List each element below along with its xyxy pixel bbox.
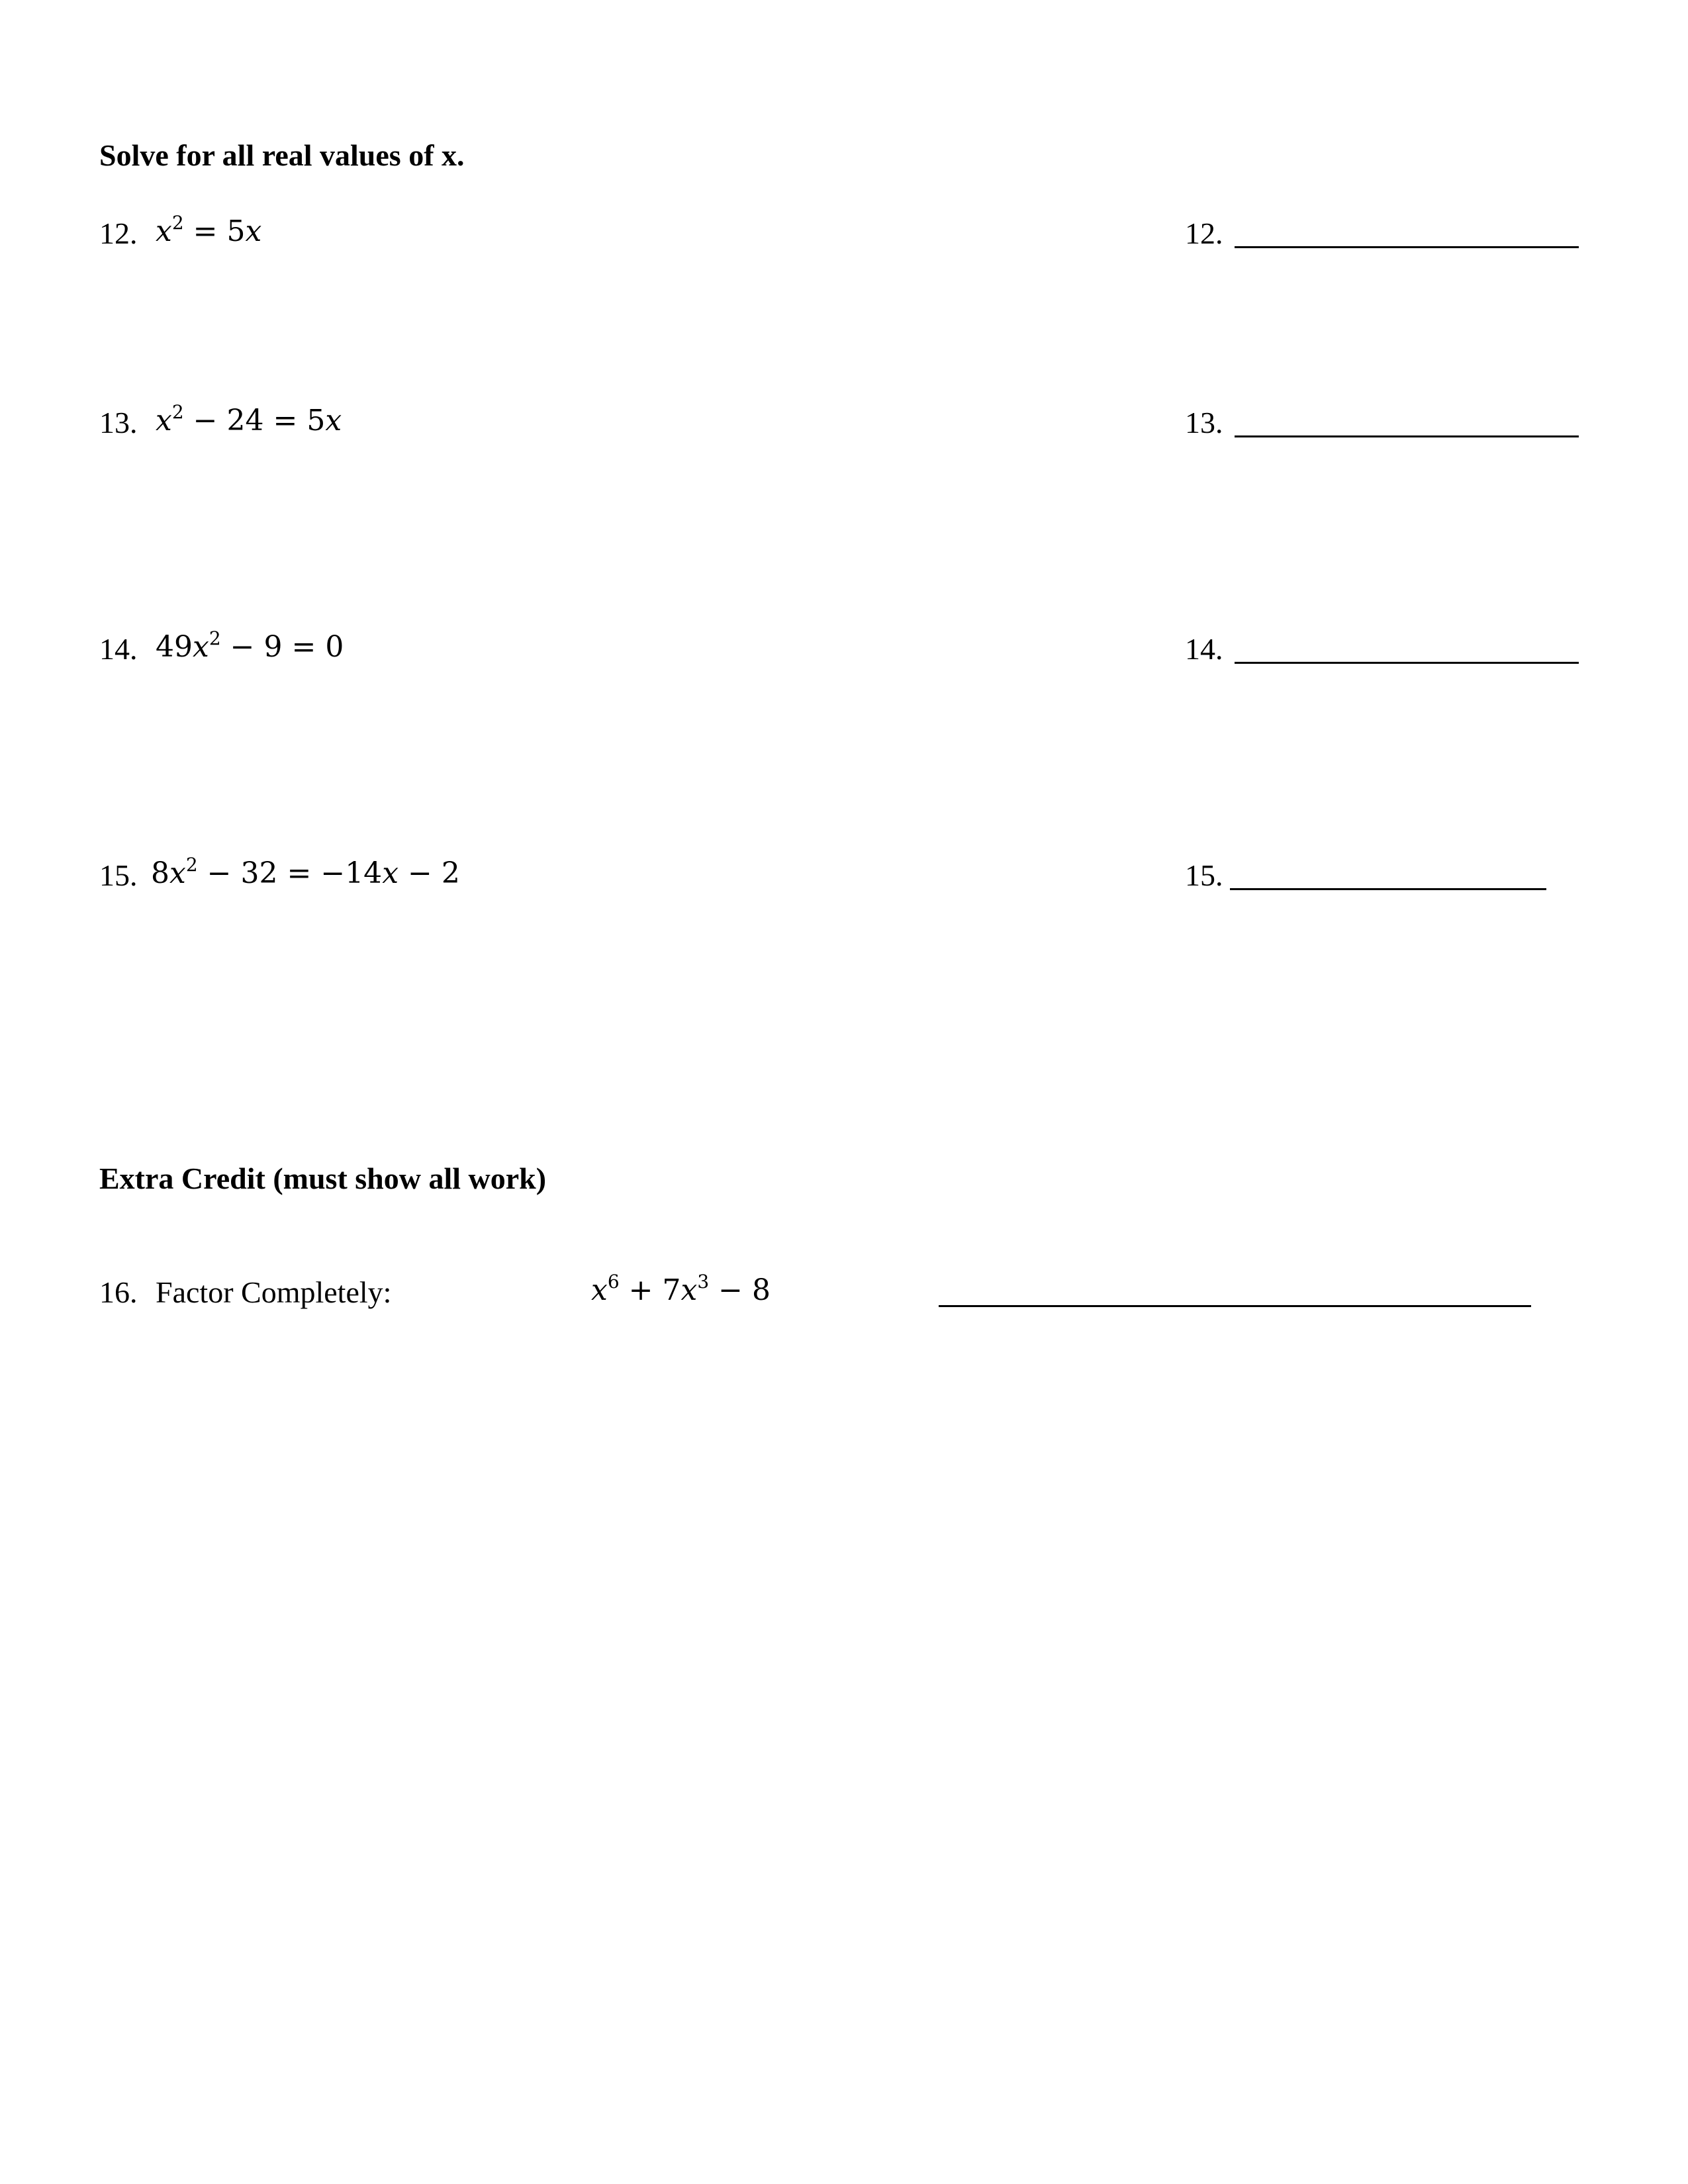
eq-exponent: 2 (185, 854, 198, 876)
eq-exponent: 6 (607, 1271, 620, 1293)
eq-text: − 2 (399, 856, 460, 890)
eq-text: 8 (151, 856, 169, 890)
eq-text: − 8 (709, 1273, 771, 1307)
eq-exponent: 3 (697, 1271, 710, 1293)
problem-16-number: 16. (99, 1275, 138, 1309)
eq-var: x (325, 404, 342, 437)
eq-var: x (245, 214, 262, 248)
problem-15-equation (151, 854, 460, 890)
problem-12-number: 12. (99, 216, 138, 250)
eq-text: − 32 = −14 (197, 856, 383, 890)
problem-14-number: 14. (99, 632, 138, 666)
answer-16-blank[interactable] (939, 1305, 1531, 1307)
extra-credit-heading: Extra Credit (must show all work) (99, 1161, 547, 1195)
answer-12-label: 12. (1185, 216, 1223, 250)
eq-exponent: 2 (209, 627, 221, 649)
eq-var: x (193, 630, 209, 664)
eq-var: x (591, 1273, 608, 1307)
section-heading: Solve for all real values of x. (99, 138, 465, 172)
problem-16-prompt: Factor Completely: (156, 1275, 392, 1309)
answer-13-blank[interactable] (1235, 435, 1579, 437)
eq-text: − 24 = 5 (183, 404, 326, 437)
problem-12-equation (156, 212, 262, 248)
answer-12-blank[interactable] (1235, 246, 1579, 248)
eq-text: 49 (156, 630, 193, 664)
eq-var: x (169, 856, 186, 890)
answer-14-blank[interactable] (1235, 662, 1579, 664)
problem-14-equation (156, 627, 344, 664)
answer-15-blank[interactable] (1230, 888, 1546, 890)
eq-var: x (680, 1273, 698, 1307)
eq-text: + 7 (619, 1273, 681, 1307)
eq-var: x (382, 856, 399, 890)
eq-exponent: 2 (171, 212, 184, 234)
eq-text: = 5 (183, 214, 246, 248)
problem-13-equation (156, 401, 342, 437)
answer-14-label: 14. (1185, 632, 1223, 666)
problem-15-number: 15. (99, 858, 138, 892)
problem-13-number: 13. (99, 406, 138, 439)
answer-13-label: 13. (1185, 406, 1223, 439)
eq-var: x (156, 214, 172, 248)
answer-15-label: 15. (1185, 858, 1223, 892)
eq-var: x (156, 404, 172, 437)
eq-text: − 9 = 0 (220, 630, 344, 664)
eq-exponent: 2 (171, 401, 184, 423)
problem-16-expression (591, 1271, 771, 1307)
